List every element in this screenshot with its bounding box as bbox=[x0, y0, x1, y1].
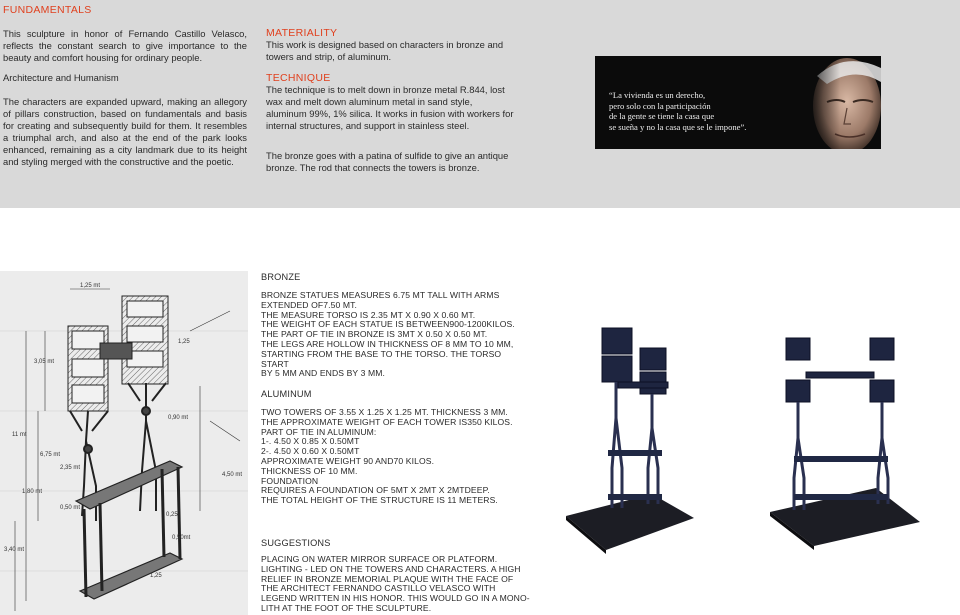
quote-line-3: de la gente se tiene la casa que bbox=[609, 111, 715, 122]
materiality-title: MATERIALITY bbox=[266, 27, 338, 39]
bronze-line: EXTENDED OF7.50 MT. bbox=[261, 299, 357, 310]
sketch-label-a: 1,25 mt bbox=[80, 283, 101, 289]
sketch-label-n: 1,25 bbox=[150, 573, 162, 579]
sketch-label-g: 2,35 mt bbox=[60, 465, 81, 471]
architecture-paragraph: The characters are expanded upward, making an allegory of pillars construction, based on fundamentals and basis for creating and subsequently build for them. It resembles a triumphal arch, and also at the end of the park looks enhanced, remaining as a city landmark due to its height and styling merged with the constructive and the poetic. bbox=[3, 96, 247, 167]
sketch-label-d: 0,90 mt bbox=[168, 415, 189, 421]
model-photo-left bbox=[560, 318, 700, 558]
aluminum-line: THE APPROXIMATE WEIGHT OF EACH TOWER IS350 KILOS. bbox=[261, 416, 513, 427]
aluminum-line: 1-. 4.50 X 0.85 X 0.50MT bbox=[261, 436, 360, 447]
bronze-line: THE MEASURE TORSO IS 2.35 MT X 0.90 X 0.60 MT. bbox=[261, 309, 476, 320]
quote-line-2: pero solo con la participación bbox=[609, 100, 711, 111]
aluminum-line: THE TOTAL HEIGHT OF THE STRUCTURE IS 11 METERS. bbox=[261, 495, 498, 506]
fundamentals-title: FUNDAMENTALS bbox=[3, 4, 92, 16]
sketch-right-tower bbox=[122, 296, 168, 384]
bronze-line: BRONZE STATUES MEASURES 6.75 MT TALL WITH ARMS bbox=[261, 290, 500, 300]
quote-portrait-image bbox=[595, 56, 881, 149]
architecture-title: Architecture and Humanism bbox=[3, 72, 119, 83]
sketch-label-c: 1,25 bbox=[178, 339, 190, 345]
sketch-label-k: 3,40 mt bbox=[4, 547, 25, 553]
aluminum-line: REQUIRES A FOUNDATION OF 5MT X 2MT X 2MTDEEP. bbox=[261, 485, 490, 496]
sketch-label-f: 6,75 mt bbox=[40, 452, 61, 458]
sculpture-sketch bbox=[0, 271, 248, 615]
suggestions-title: SUGGESTIONS bbox=[261, 538, 331, 548]
bronze-line: THE LEGS ARE HOLLOW IN THICKNESS OF 8 MM TO 10 MM, bbox=[261, 338, 514, 349]
suggestion-line: LIGHTING - LED ON THE TOWERS AND CHARACTERS. A HIGH bbox=[261, 563, 521, 574]
model-photo-right bbox=[764, 328, 924, 550]
aluminum-line: 2-. 4.50 X 0.60 X 0.50MT bbox=[261, 446, 360, 457]
technique-title: TECHNIQUE bbox=[266, 72, 331, 84]
quote-line-1: “La vivienda es un derecho, bbox=[609, 90, 706, 100]
suggestion-line: RELIEF IN BRONZE MEMORIAL PLAQUE WITH THE FACE OF bbox=[261, 573, 514, 584]
quote-text bbox=[609, 90, 779, 132]
aluminum-specs bbox=[261, 408, 531, 506]
bronze-title: BRONZE bbox=[261, 272, 301, 282]
aluminum-line: THICKNESS OF 10 MM. bbox=[261, 465, 358, 476]
aluminum-title: ALUMINUM bbox=[261, 389, 312, 399]
sketch-label-h: 4,50 mt bbox=[222, 472, 243, 478]
aluminum-line: TWO TOWERS OF 3.55 X 1.25 X 1.25 MT. THICKNESS 3 MM. bbox=[261, 407, 508, 417]
materiality-paragraph: This work is designed based on characters in bronze and towers and strip, of aluminum. bbox=[266, 39, 504, 62]
sketch-label-m: 0,50mt bbox=[172, 535, 191, 541]
bronze-line: THE PART OF TIE IN BRONZE IS 3MT X 0.50 X 0.50 MT. bbox=[261, 329, 488, 340]
sketch-label-l: 0,25 bbox=[166, 512, 178, 518]
suggestion-line: PLACING ON WATER MIRROR SURFACE OR PLATFORM. bbox=[261, 554, 498, 564]
bronze-specs bbox=[261, 291, 531, 379]
technique-paragraph: The technique is to melt down in bronze metal R.844, lost wax and melt down aluminum metal in sand style, aluminum 99%, 1% silica. It works in fusion with workers for internal structures, and support in stainless steel. bbox=[266, 84, 514, 131]
bronze-line: STARTING FROM THE BASE TO THE TORSO. THE TORSO START bbox=[261, 348, 502, 369]
suggestion-line: LEGEND WRITTEN IN HIS HONOR. THIS WOULD GO IN A MONO- bbox=[261, 593, 530, 604]
bronze-line: THE WEIGHT OF EACH STATUE IS BETWEEN900-1200KILOS. bbox=[261, 319, 515, 330]
bronze-line: BY 5 MM AND ENDS BY 3 MM. bbox=[261, 368, 385, 379]
suggestion-line: THE ARCHITECT FERNANDO CASTILLO VELASCO WITH bbox=[261, 583, 496, 594]
quote-line-4: se sueña y no la casa que se le impone”. bbox=[609, 121, 747, 132]
sketch-label-e: 11 mt bbox=[12, 432, 27, 438]
aluminum-line: FOUNDATION bbox=[261, 475, 319, 486]
suggestions-specs bbox=[261, 555, 536, 614]
sketch-label-b: 3,05 mt bbox=[34, 359, 55, 365]
sketch-label-j: 0,50 mt bbox=[60, 505, 81, 511]
aluminum-line: APPROXIMATE WEIGHT 90 AND70 KILOS. bbox=[261, 455, 435, 466]
sketch-label-i: 1,80 mt bbox=[22, 489, 43, 495]
sketch-left-tower bbox=[68, 326, 108, 411]
intro-paragraph: This sculpture in honor of Fernando Castillo Velasco, reflects the constant search to give importance to the beauty and comfort housing for ordinary people. bbox=[3, 28, 247, 63]
aluminum-line: PART OF TIE IN ALUMINUM: bbox=[261, 426, 377, 437]
technique-paragraph-2: The bronze goes with a patina of sulfide to give an antique bronze. The rod that connects the towers is bronze. bbox=[266, 150, 509, 173]
suggestion-line: LITH AT THE FOOT OF THE SCULPTURE. bbox=[261, 602, 432, 613]
